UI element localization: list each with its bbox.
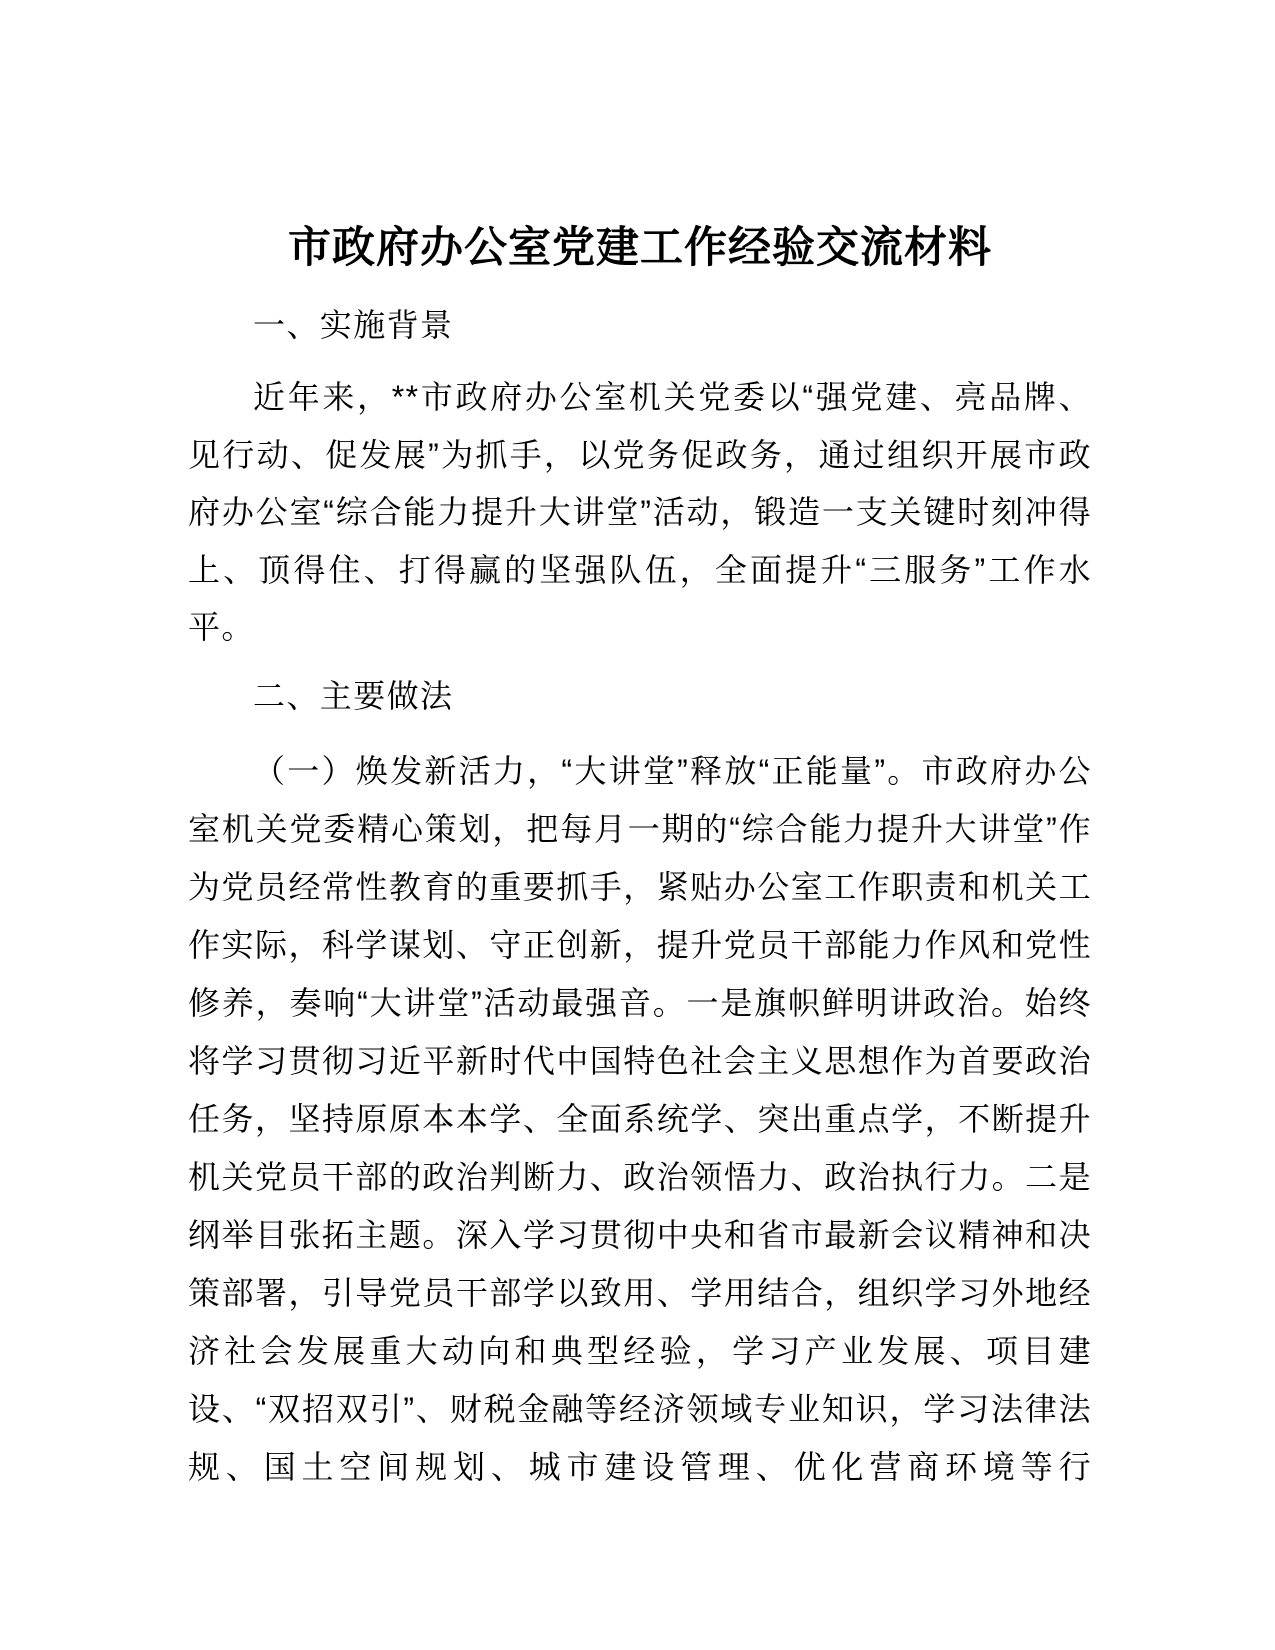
document-content bbox=[188, 0, 1092, 1496]
section-heading-implementation-background: 一、实施背景 bbox=[253, 307, 454, 343]
section-heading-main-practices: 二、主要做法 bbox=[253, 677, 454, 714]
paragraph-background: 近年来，**市政府办公室机关党委以“强党建、亮品牌、见行动、促发展”为抓手，以党务促政务，通过组织开展市政府办公室“综合能力提升大讲堂”活动，锻造一支关键时刻冲得上、顶得住、打得赢的坚强队伍，全面提升“三服务”工作水平。 bbox=[188, 379, 1092, 645]
paragraph-main-practices: （一）焕发新活力，“大讲堂”释放“正能量”。市政府办公室机关党委精心策划，把每月一期的“综合能力提升大讲堂”作为党员经常性教育的重要抓手，紧贴办公室工作职责和机关工作实际，科学谋划、守正创新，提升党员干部能力作风和党性修养，奏响“大讲堂”活动最强音。一是旗帜鲜明讲政治。始终将学习贯彻习近平新时代中国特色社会主义思想作为首要政治任务，坚持原原本本学、全面系统学、突出重点学，不断提升机关党员干部的政治判断力、政治领悟力、政治执行力。二是纲举目张拓主题。深入学习贯彻中央和省市最新会议精神和决策部署，引导党员干部学以致用、学用结合，组织学习外地经济社会发展重大动向和典型经验，学习产业发展、项目建设、“双招双引”、财税金融等经济领域专业知识，学习法律法规、国土空间规划、城市建设管理、优化营商环境等行 bbox=[188, 752, 1092, 1485]
document-title: 市政府办公室党建工作经验交流材料 bbox=[288, 224, 992, 272]
